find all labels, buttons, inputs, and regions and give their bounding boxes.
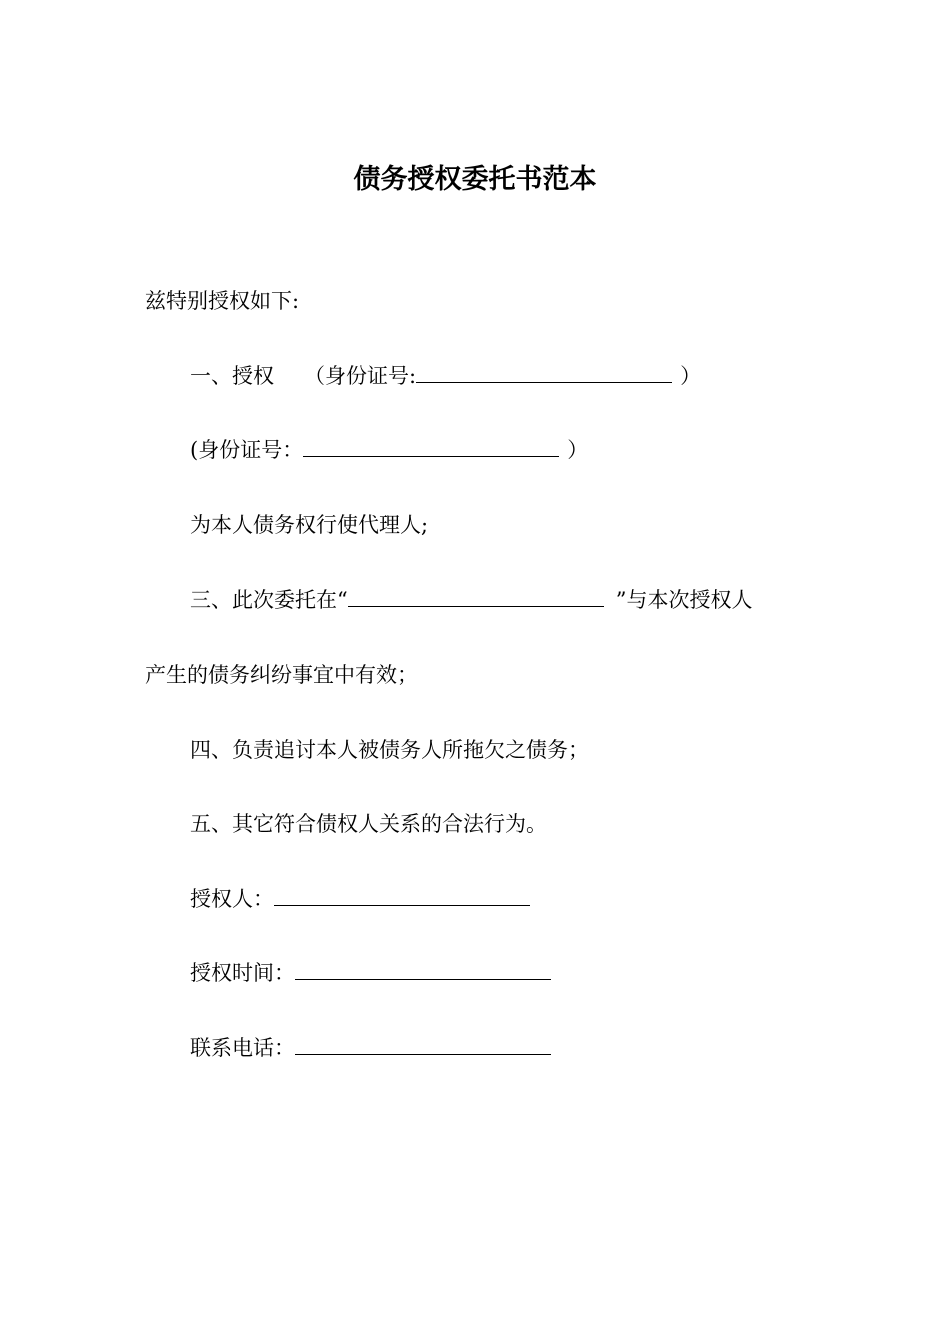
item3-blank[interactable] bbox=[348, 586, 604, 607]
grantor-blank[interactable] bbox=[274, 885, 530, 906]
item1-id-close: ） bbox=[680, 364, 702, 388]
grantor-line bbox=[190, 884, 530, 914]
intro-text: 兹特别授权如下: bbox=[145, 289, 300, 313]
item2-id-close: ） bbox=[567, 438, 589, 462]
phone-blank[interactable] bbox=[295, 1034, 551, 1055]
item2-id-blank[interactable] bbox=[303, 436, 559, 457]
agent-line: 为本人债务权行使代理人; bbox=[190, 513, 429, 537]
item1-line bbox=[190, 361, 701, 391]
item2-id-label: (身份证号： bbox=[190, 438, 304, 462]
item5-text: 五、其它符合债权人关系的合法行为。 bbox=[190, 812, 547, 836]
date-blank[interactable] bbox=[295, 959, 551, 980]
item4-text: 四、负责追讨本人被债务人所拖欠之债务； bbox=[190, 738, 589, 762]
item3-prefix: 三、此次委托在“ bbox=[190, 588, 348, 612]
item3-suffix: ”与本次授权人 bbox=[615, 588, 753, 612]
phone-label: 联系电话： bbox=[190, 1036, 295, 1060]
document-title: 债务授权委托书范本 bbox=[353, 164, 597, 195]
grantor-label: 授权人： bbox=[190, 887, 274, 911]
item2-line bbox=[190, 435, 588, 465]
phone-line bbox=[190, 1033, 551, 1063]
item1-id-blank[interactable] bbox=[416, 362, 672, 383]
item3-continuation: 产生的债务纠纷事宜中有效； bbox=[145, 663, 418, 687]
item3-line bbox=[190, 585, 753, 615]
item1-id-label: （身份证号: bbox=[304, 364, 417, 388]
date-line bbox=[190, 958, 551, 988]
date-label: 授权时间： bbox=[190, 961, 295, 985]
item1-prefix: 一、授权 bbox=[190, 364, 274, 388]
